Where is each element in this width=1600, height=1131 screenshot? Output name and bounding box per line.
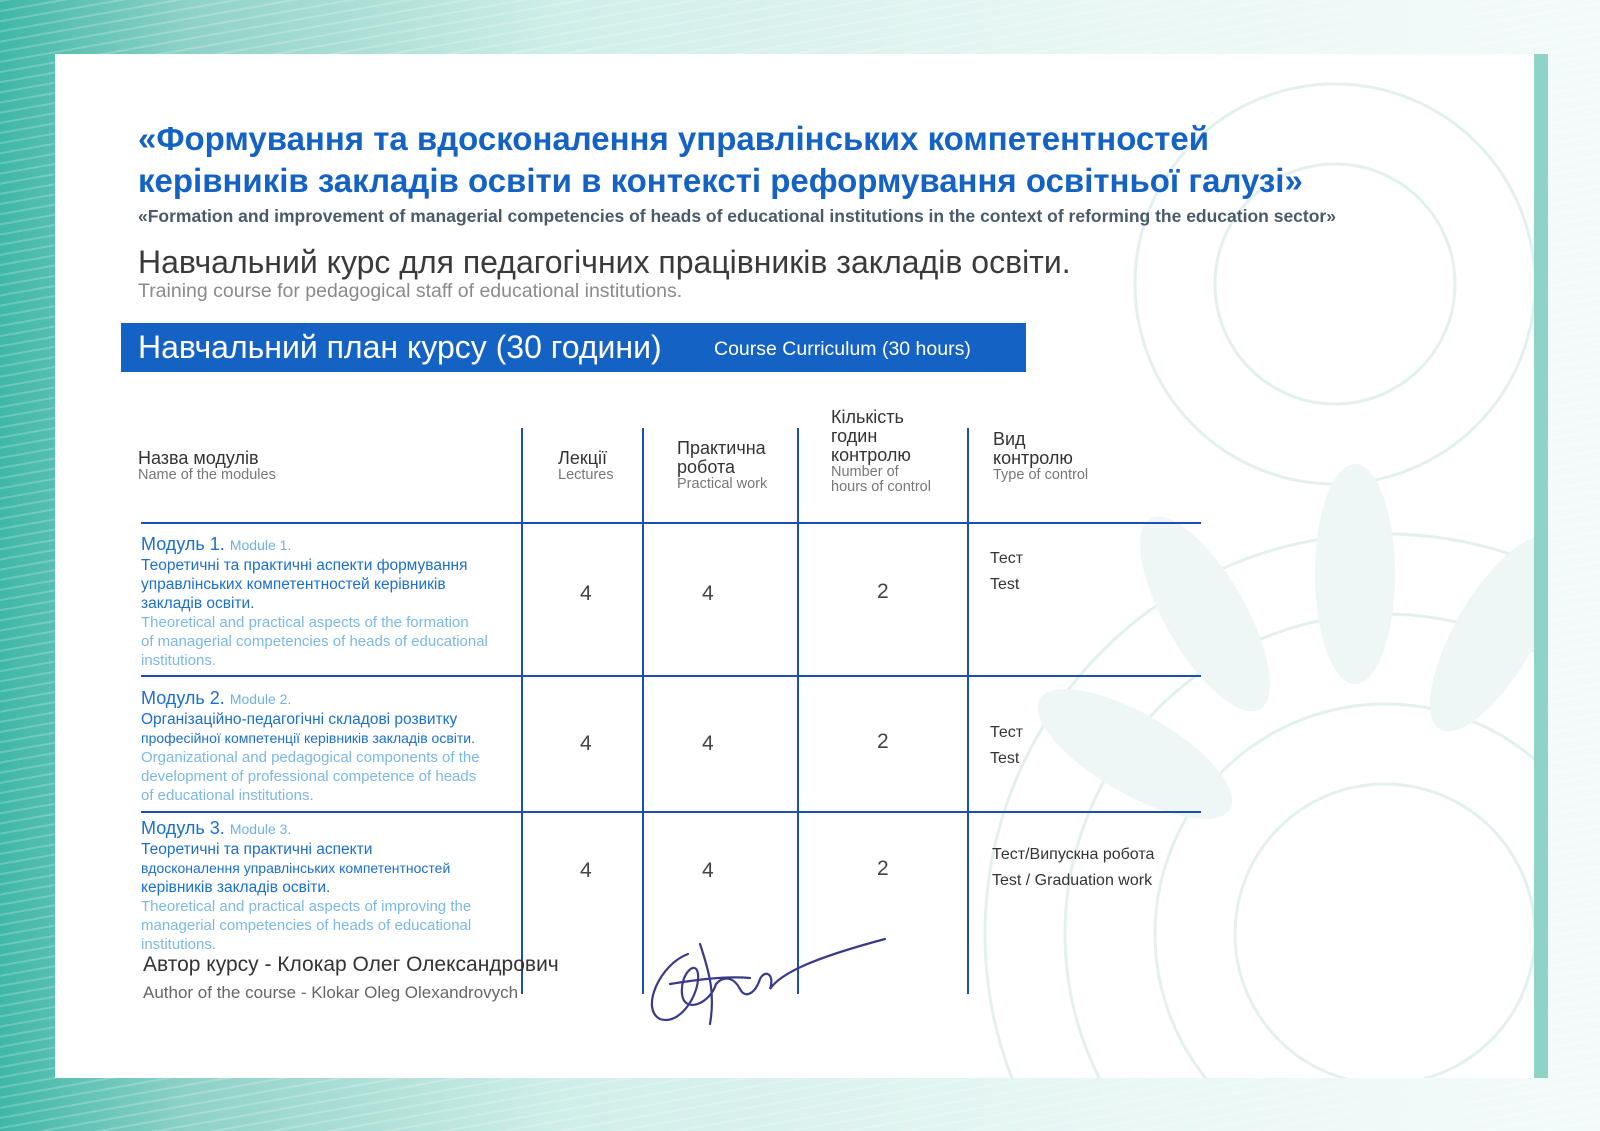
header-practical-en: Practical work bbox=[677, 476, 768, 492]
banner-title-ua: Навчальний план курсу (30 години) bbox=[138, 329, 662, 365]
module-number-en: Module 2. bbox=[229, 691, 292, 707]
control-hours: 2 bbox=[877, 730, 889, 753]
module-title-en: Theoretical and practical aspects of improving the bbox=[141, 898, 472, 915]
module-number-ua: Модуль 1. bbox=[141, 534, 225, 554]
header-lectures bbox=[558, 449, 614, 483]
lectures-hours: 4 bbox=[580, 859, 592, 882]
table-row-module-2 bbox=[141, 688, 513, 805]
module-title-en: institutions. bbox=[141, 652, 217, 669]
author-name-ua: Автор курсу - Клокар Олег Олександрович bbox=[143, 953, 559, 976]
module-title-ua: Організаційно-педагогічні складові розвитку bbox=[141, 711, 458, 728]
header-practical-ua-line1: Практична bbox=[677, 438, 766, 458]
module-title-en: of managerial competencies of heads of educational bbox=[141, 633, 488, 650]
control-type-ua: Тест bbox=[990, 724, 1024, 741]
header-modules-en: Name of the modules bbox=[138, 467, 276, 483]
module-number-ua: Модуль 3. bbox=[141, 818, 225, 838]
header-practical bbox=[677, 439, 767, 492]
module-title-en: institutions. bbox=[141, 936, 217, 953]
header-lectures-en: Lectures bbox=[558, 467, 614, 483]
module-title-en: of educational institutions. bbox=[141, 787, 314, 804]
header-control-hours-ua-line1: Кількість bbox=[831, 407, 904, 427]
signature-icon bbox=[640, 934, 900, 1034]
table-row-divider bbox=[141, 522, 1201, 524]
practical-hours: 4 bbox=[702, 582, 714, 605]
module-title-en: development of professional competence of heads bbox=[141, 768, 477, 785]
header-modules-ua: Назва модулів bbox=[138, 448, 259, 468]
module-label bbox=[141, 688, 513, 710]
control-type-en: Test bbox=[990, 750, 1020, 767]
table-row-divider bbox=[141, 675, 1201, 677]
author-name-en: Author of the course - Klokar Oleg Olexandrovych bbox=[143, 983, 519, 1002]
header-control-hours-ua-line2: годин bbox=[831, 426, 878, 446]
practical-hours: 4 bbox=[702, 859, 714, 882]
module-title-en: Theoretical and practical aspects of the formation bbox=[141, 614, 469, 631]
header-control-type bbox=[993, 430, 1088, 483]
module-title-en: managerial competencies of heads of educational bbox=[141, 917, 472, 934]
module-title-ua: Теоретичні та практичні аспекти bbox=[141, 841, 373, 858]
control-type-ua: Тест bbox=[990, 550, 1024, 567]
module-title-ua: Теоретичні та практичні аспекти формування bbox=[141, 557, 468, 574]
course-title-ua bbox=[138, 118, 1478, 202]
module-title-ua: управлінських компетентностей керівників bbox=[141, 576, 446, 593]
lectures-hours: 4 bbox=[580, 582, 592, 605]
control-type bbox=[990, 546, 1023, 598]
header-control-hours-en-line2: hours of control bbox=[831, 479, 931, 495]
header-practical-ua-line2: робота bbox=[677, 457, 735, 477]
module-title-ua: вдосконалення управлінських компетентностей bbox=[141, 860, 451, 876]
control-type bbox=[992, 842, 1154, 894]
module-number-en: Module 1. bbox=[229, 537, 292, 553]
control-type-en: Test bbox=[990, 576, 1020, 593]
certificate-sheet bbox=[55, 54, 1534, 1078]
table-column-divider bbox=[967, 428, 969, 994]
module-title-ua: професійної компетенції керівників закладів освіти. bbox=[141, 730, 475, 746]
control-type bbox=[990, 720, 1023, 772]
course-title-ua-line1: «Формування та вдосконалення управлінських компетентностей bbox=[138, 120, 1210, 157]
curriculum-banner bbox=[121, 323, 1026, 372]
frame-right-border bbox=[1534, 54, 1548, 1078]
control-hours: 2 bbox=[877, 580, 889, 603]
table-row-divider bbox=[141, 811, 1201, 813]
banner-title-en: Course Curriculum (30 hours) bbox=[714, 338, 971, 360]
table-row-module-1 bbox=[141, 534, 513, 670]
control-hours: 2 bbox=[877, 857, 889, 880]
course-subtitle-en: Training course for pedagogical staff of educational institutions. bbox=[138, 280, 683, 302]
module-label bbox=[141, 818, 513, 840]
practical-hours: 4 bbox=[702, 732, 714, 755]
table-column-divider bbox=[642, 428, 644, 994]
module-title-ua: керівників закладів освіти. bbox=[141, 879, 331, 896]
course-title-en: «Formation and improvement of managerial competencies of heads of educational institutions in the context of reforming the education sector» bbox=[138, 206, 1336, 226]
header-control-type-ua-line2: контролю bbox=[993, 448, 1073, 468]
header-control-type-en: Type of control bbox=[993, 467, 1089, 483]
header-control-hours bbox=[831, 408, 931, 495]
lectures-hours: 4 bbox=[580, 732, 592, 755]
table-row-module-3 bbox=[141, 818, 513, 954]
module-number-ua: Модуль 2. bbox=[141, 688, 225, 708]
module-number-en: Module 3. bbox=[229, 821, 292, 837]
table-column-divider bbox=[797, 428, 799, 994]
module-title-ua: закладів освіти. bbox=[141, 595, 255, 612]
header-control-hours-en-line1: Number of bbox=[831, 464, 899, 480]
module-title-en: Organizational and pedagogical components of the bbox=[141, 749, 480, 766]
header-modules bbox=[138, 449, 276, 483]
control-type-en: Test / Graduation work bbox=[992, 872, 1153, 889]
header-control-hours-ua-line3: контролю bbox=[831, 445, 911, 465]
course-title-ua-line2: керівників закладів освіти в контексті реформування освітньої галузі» bbox=[138, 162, 1303, 199]
course-subtitle-ua: Навчальний курс для педагогічних працівників закладів освіти. bbox=[138, 244, 1071, 280]
control-type-ua: Тест/Випускна робота bbox=[992, 846, 1155, 863]
header-control-type-ua-line1: Вид bbox=[993, 429, 1026, 449]
table-column-divider bbox=[521, 428, 523, 994]
module-label bbox=[141, 534, 513, 556]
header-lectures-ua: Лекції bbox=[558, 448, 608, 468]
